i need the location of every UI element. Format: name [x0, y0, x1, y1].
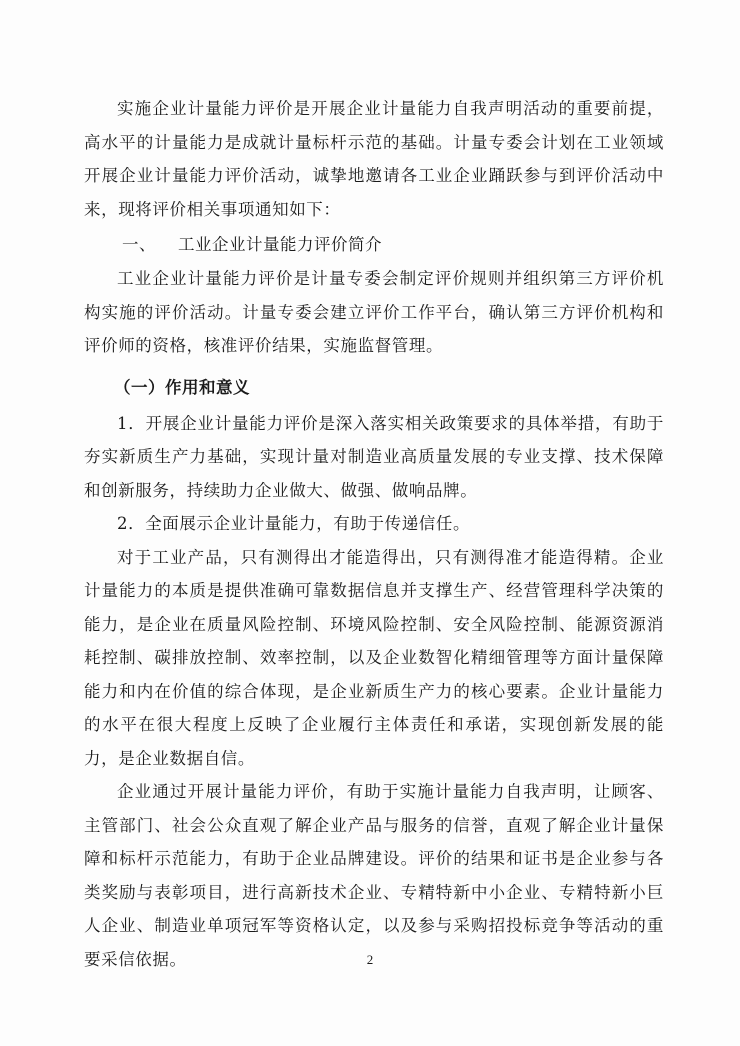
- page-number: 2: [366, 952, 374, 967]
- section-title: 工业企业计量能力评价简介: [178, 235, 382, 254]
- section-body-paragraph: 工业企业计量能力评价是计量专委会制定评价规则并组织第三方评价机构实施的评价活动。计量专委会建立评价工作平台，确认第三方评价机构和评价师的资格，核准评价结果，实施监督管理。: [84, 269, 664, 355]
- document-page: [84, 92, 664, 976]
- subsection-heading: （一）作用和意义: [114, 377, 250, 397]
- body-paragraph-3: 对于工业产品，只有测得出才能造得出，只有测得准才能造得精。企业计量能力的本质是提供准确可靠数据信息并支撑生产、经营管理科学决策的能力，是企业在质量风险控制、环境风险控制、安全风险控制、能源资源消耗控制、碳排放控制、效率控制，以及企业数智化精细管理等方面计量保障能力和内在价值的综合体现，是企业新质生产力的核心要素。企业计量能力的水平在很大程度上反映了企业履行主体责任和承诺，实现创新发展的能力，是企业数据自信。: [84, 547, 664, 768]
- section-number: 一、: [122, 235, 156, 254]
- intro-paragraph: 实施企业计量能力评价是开展企业计量能力自我声明活动的重要前提，高水平的计量能力是成就计量标杆示范的基础。计量专委会计划在工业领域开展企业计量能力评价活动，诚挚地邀请各工业企业踊跃参与到评价活动中来，现将评价相关事项通知如下：: [84, 99, 664, 219]
- body-paragraph-4: 企业通过开展计量能力评价，有助于实施计量能力自我声明，让顾客、主管部门、社会公众直观了解企业产品与服务的信誉，直观了解企业计量保障和标杆示范能力，有助于企业品牌建设。评价的结果和证书是企业参与各类奖励与表彰项目，进行高新技术企业、专精特新中小企业、专精特新小巨人企业、制造业单项冠军等资格认定，以及参与采购招投标竞争等活动的重要采信依据。: [84, 782, 664, 969]
- item-2-paragraph: 2．全面展示企业计量能力，有助于传递信任。: [117, 514, 471, 533]
- item-1-paragraph: 1．开展企业计量能力评价是深入落实相关政策要求的具体举措，有助于夯实新质生产力基础，实现计量对制造业高质量发展的专业支撑、技术保障和创新服务，持续助力企业做大、做强、做响品牌。: [84, 413, 664, 500]
- section-heading: [84, 228, 664, 262]
